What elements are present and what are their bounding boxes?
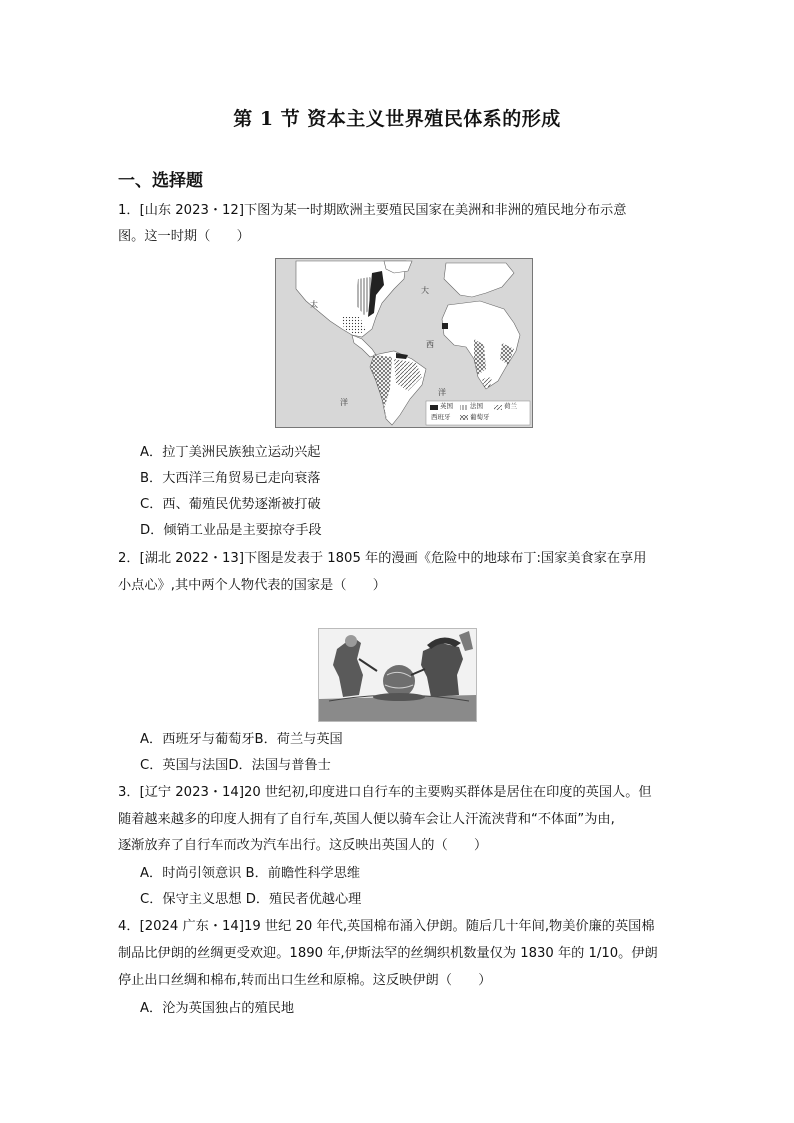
question-3-option-ab: A．时尚引领意识 B．前瞻性科学思维 xyxy=(140,866,361,881)
question-1-option-d: D．倾销工业品是主要掠夺手段 xyxy=(140,523,322,538)
question-4-option-a: A．沦为英国独占的殖民地 xyxy=(140,1001,295,1016)
map-legend xyxy=(428,401,530,425)
question-1-line-2: 图。这一时期（ ） xyxy=(118,229,250,244)
question-2-line-2: 小点心》,其中两个人物代表的国家是（ ） xyxy=(118,578,386,593)
question-1-option-b: B．大西洋三角贸易已走向衰落 xyxy=(140,471,321,486)
question-1-option-c: C．西、葡殖民优势逐渐被打破 xyxy=(140,497,321,512)
question-3-line-1: 3．[辽宁 2023・14]20 世纪初,印度进口自行车的主要购买群体是居住在印度的英国人。但 xyxy=(118,785,652,800)
question-2-option-cd: C．英国与法国D．法国与普鲁士 xyxy=(140,758,331,773)
question-1-line-1: 1．[山东 2023・12]下图为某一时期欧洲主要殖民国家在美洲和非洲的殖民地分布示意 xyxy=(118,203,627,218)
section-heading: 一、选择题 xyxy=(118,171,203,191)
map-label-yang-2: 洋 xyxy=(340,398,348,407)
cartoon-graphic xyxy=(319,629,476,721)
map-label-tai: 太 xyxy=(310,300,318,309)
legend-netherlands: 荷兰 xyxy=(504,402,517,410)
question-2-line-1: 2．[湖北 2022・13]下图是发表于 1805 年的漫画《危险中的地球布丁:国家美食家在享用 xyxy=(118,551,647,566)
map-label-yang-1: 洋 xyxy=(438,388,446,397)
question-3-line-3: 逐渐放弃了自行车而改为汽车出行。这反映出英国人的（ ） xyxy=(118,838,488,853)
legend-spain: 西班牙 xyxy=(431,413,451,421)
legend-france: 法国 xyxy=(470,402,483,410)
cartoon-figure xyxy=(318,628,477,722)
question-4-line-2: 制品比伊朗的丝绸更受欢迎。1890 年,伊斯法罕的丝绸织机数量仅为 1830 年的 1/10。伊朗 xyxy=(118,946,658,961)
question-1-option-a: A．拉丁美洲民族独立运动兴起 xyxy=(140,445,321,460)
colonial-map-figure xyxy=(275,258,533,428)
question-2-option-ab: A．西班牙与葡萄牙B．荷兰与英国 xyxy=(140,732,343,747)
page-title: 第 1 节 资本主义世界殖民体系的形成 xyxy=(233,108,561,130)
question-3-line-2: 随着越来越多的印度人拥有了自行车,英国人便以骑车会让人汗流浃背和“不体面”为由, xyxy=(118,812,615,827)
question-4-line-3: 停止出口丝绸和棉布,转而出口生丝和原棉。这反映伊朗（ ） xyxy=(118,973,492,988)
map-label-xi: 西 xyxy=(426,340,434,349)
question-3-option-cd: C．保守主义思想 D．殖民者优越心理 xyxy=(140,892,362,907)
map-label-da: 大 xyxy=(421,286,429,295)
question-4-line-1: 4．[2024 广东・14]19 世纪 20 年代,英国棉布涌入伊朗。随后几十年间,物美价廉的英国棉 xyxy=(118,919,655,934)
legend-britain: 英国 xyxy=(440,402,453,410)
legend-portugal: 葡萄牙 xyxy=(470,413,490,421)
